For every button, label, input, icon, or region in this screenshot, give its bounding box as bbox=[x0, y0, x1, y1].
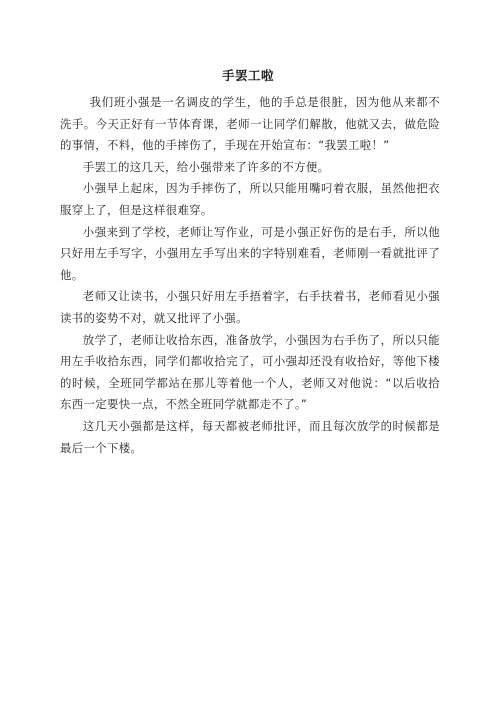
paragraph: 手罢工的这几天，给小强带来了许多的不方便。 bbox=[82, 159, 330, 174]
paragraph: 放学了，老师让收拾东西，准备放学，小强因为右手伤了，所以只能用左手收拾东西，同学们都收拾完了，可小强却还没有收拾好，等他下楼的时候，全班同学都站在那儿等着他一个人，老师又对他说：“以后收拾东西一定要快一点，不然全班同学就都走不了。” bbox=[60, 332, 440, 412]
document-body bbox=[60, 92, 440, 459]
document-title: 手罢工啦 bbox=[221, 68, 274, 83]
paragraph: 小强早上起床，因为手摔伤了，所以只能用嘴叼着衣服，虽然他把衣服穿上了，但是这样很难穿。 bbox=[60, 181, 440, 217]
paragraph: 老师又让读书，小强只好用左手捂着字，右手扶着书，老师看见小强读书的姿势不对，就又批评了小强。 bbox=[60, 289, 440, 325]
paragraph: 这几天小强都是这样，每天都被老师批评，而且每次放学的时候都是最后一个下楼。 bbox=[60, 418, 440, 455]
paragraph: 小强来到了学校，老师让写作业，可是小强正好伤的是右手，所以他只好用左手写字，小强用左手写出来的字特别难看，老师刚一看就批评了他。 bbox=[60, 224, 440, 282]
paragraph: 我们班小强是一名调皮的学生，他的手总是很脏，因为他从来都不洗手。今天正好有一节体育课，老师一让同学们解散，他就又去，做危险的事情，不料，他的手摔伤了，手现在开始宣布：“我罢工啦！” bbox=[60, 95, 440, 153]
